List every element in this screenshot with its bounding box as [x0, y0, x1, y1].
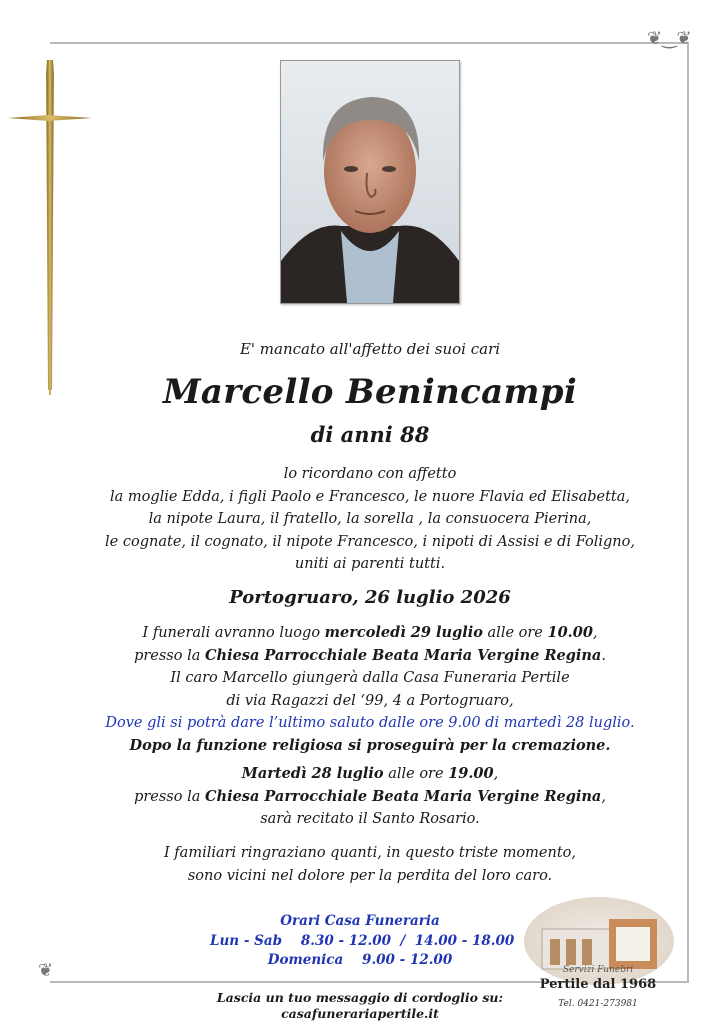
thanks-line: I familiari ringraziano quanti, in questo triste momento,	[163, 845, 577, 861]
family-line: le cognate, il cognato, il nipote Francesco, i nipoti di Assisi e di Foligno,	[105, 533, 635, 550]
logo-brand: Pertile dal 1968	[539, 977, 657, 992]
thanks-text	[60, 842, 680, 887]
cremation-line: Dopo la funzione religiosa si proseguirà per la cremazione.	[129, 736, 611, 754]
logo-subtitle: Servizi Funebri	[562, 965, 634, 975]
rosary-line: Martedì 28 luglio alle ore 19.00,	[241, 765, 499, 782]
deceased-name: Marcello Benincampi	[162, 372, 578, 412]
condolence-note	[200, 990, 520, 1022]
rosary-line: presso la Chiesa Parrocchiale Beata Maria Vergine Regina,	[134, 787, 606, 805]
rosary-info	[60, 763, 680, 831]
funeral-home-hours	[210, 912, 515, 971]
funeral-line: presso la Chiesa Parrocchiale Beata Maria Vergine Regina.	[134, 646, 606, 664]
funeral-line: Il caro Marcello giungerà dalla Casa Funeraria Pertile	[170, 670, 570, 686]
hours-row: Domenica 9.00 - 12.00	[267, 952, 453, 968]
hours-row: Lun - Sab 8.30 - 12.00 / 14.00 - 18.00	[210, 932, 515, 949]
family-line: lo ricordano con affetto	[283, 466, 457, 482]
place-date: Portogruaro, 26 luglio 2026	[229, 587, 511, 608]
funeral-home-logo	[514, 897, 682, 1017]
family-list	[60, 463, 680, 576]
deceased-age: di anni 88	[310, 422, 430, 447]
family-line: uniti ai parenti tutti.	[294, 556, 446, 572]
flourish-ornament-icon: ❦‿❦	[647, 28, 692, 49]
deceased-portrait	[280, 60, 460, 304]
rosary-line: sarà recitato il Santo Rosario.	[260, 811, 480, 827]
funeral-line: I funerali avranno luogo mercoledì 29 luglio alle ore 10.00,	[142, 624, 598, 641]
family-line: la nipote Laura, il fratello, la sorella , la consuocera Pierina,	[148, 511, 592, 527]
hours-title: Orari Casa Funeraria	[280, 913, 440, 929]
visitation-line: Dove gli si potrà dare l’ultimo saluto dalle ore 9.00 di martedì 28 luglio.	[105, 715, 635, 731]
intro-text: E' mancato all'affetto dei suoi cari	[239, 340, 501, 358]
logo-phone: Tel. 0421-273981	[558, 999, 638, 1009]
funeral-line: di via Ragazzi del ‘99, 4 a Portogruaro,	[226, 692, 514, 709]
thanks-line: sono vicini nel dolore per la perdita del loro caro.	[187, 867, 553, 884]
funeral-info	[60, 622, 680, 757]
condolence-link[interactable]: casafunerariapertile.it	[281, 1006, 439, 1021]
condolence-text: Lascia un tuo messaggio di cordoglio su:	[216, 990, 504, 1005]
flourish-ornament-icon: ❦	[38, 960, 54, 981]
family-line: la moglie Edda, i figli Paolo e Francesco, le nuore Flavia ed Elisabetta,	[109, 488, 631, 505]
